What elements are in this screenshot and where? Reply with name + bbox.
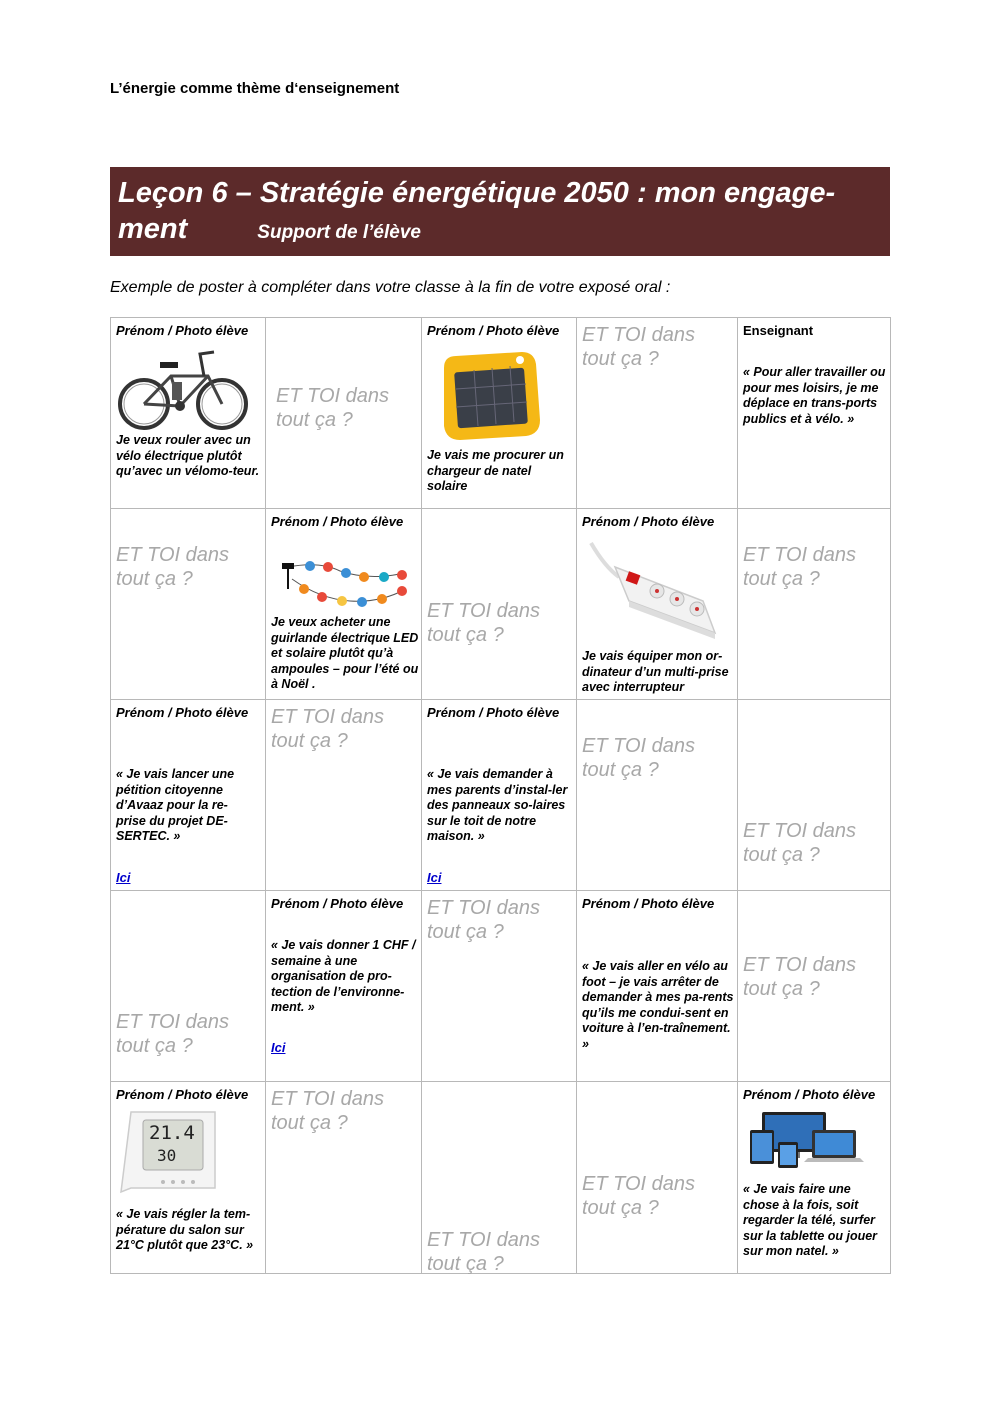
- grid-cell: [111, 891, 266, 1082]
- led-garland-icon: [280, 559, 410, 611]
- grid-cell: [422, 1082, 577, 1274]
- table-row: [111, 1082, 891, 1274]
- et-toi-prompt: ET TOI dans tout ça ?: [582, 1173, 696, 1219]
- grid-cell: [266, 891, 422, 1082]
- cell-label: Prénom / Photo élève: [582, 896, 715, 911]
- lesson-title-end: ment: [118, 213, 188, 245]
- table-row: [111, 318, 891, 509]
- pledge-text: « Je vais régler la tem-pérature du salon sur 21°C plutôt que 23°C. »: [116, 1207, 254, 1252]
- humidity-readout: 30: [157, 1146, 177, 1165]
- pledge-text: Je veux acheter une guirlande électrique LED et solaire plutôt qu’à ampoules – pour l’été ou à Noël .: [271, 615, 419, 691]
- grid-cell: [577, 318, 738, 509]
- et-toi-prompt: ET TOI dans tout ça ?: [427, 600, 541, 646]
- et-toi-prompt: ET TOI dans tout ça ?: [743, 954, 857, 1000]
- teacher-label: Enseignant: [743, 323, 814, 338]
- grid-cell: [422, 318, 577, 509]
- cell-label: Prénom / Photo élève: [582, 514, 715, 529]
- et-toi-prompt: ET TOI dans tout ça ?: [276, 385, 390, 431]
- solar-charger-icon: [434, 348, 546, 444]
- grid-cell: [266, 700, 422, 891]
- cell-label: Prénom / Photo élève: [116, 705, 249, 720]
- grid-cell: [577, 1082, 738, 1274]
- cell-label: Prénom / Photo élève: [427, 323, 560, 338]
- cell-label: Prénom / Photo élève: [271, 514, 404, 529]
- pledge-text: « Je vais demander à mes parents d’instal-ler des panneaux so-laires sur le toit de notre maison. »: [427, 767, 568, 843]
- et-toi-prompt: ET TOI dans tout ça ?: [427, 897, 541, 943]
- ici-link[interactable]: Ici: [427, 870, 442, 885]
- cell-label: Prénom / Photo élève: [271, 896, 404, 911]
- e-bike-icon: [116, 346, 251, 430]
- poster-grid: [110, 317, 891, 1274]
- table-row: [111, 891, 891, 1082]
- grid-cell: [738, 318, 891, 509]
- grid-cell: [422, 891, 577, 1082]
- table-row: [111, 700, 891, 891]
- ici-link[interactable]: Ici: [116, 870, 131, 885]
- grid-cell: [422, 509, 577, 700]
- cell-label: Prénom / Photo élève: [427, 705, 560, 720]
- et-toi-prompt: ET TOI dans tout ça ?: [271, 1088, 385, 1134]
- grid-cell: [111, 318, 266, 509]
- pledge-text: Je vais me procurer un chargeur de natel solaire: [427, 448, 564, 493]
- ici-link[interactable]: Ici: [271, 1040, 286, 1055]
- grid-cell: [577, 891, 738, 1082]
- et-toi-prompt: ET TOI dans tout ça ?: [582, 735, 696, 781]
- pledge-text: « Je vais donner 1 CHF / semaine à une organisation de pro-tection de l’environne-ment. »: [271, 938, 416, 1014]
- et-toi-prompt: ET TOI dans tout ça ?: [582, 324, 696, 370]
- pledge-text: Je veux rouler avec un vélo électrique plutôt qu’avec un vélomo-teur.: [116, 433, 260, 478]
- grid-cell: [111, 1082, 266, 1274]
- lesson-title: Leçon 6 – Stratégie énergétique 2050 : mon engage-: [118, 177, 836, 209]
- grid-cell: [738, 891, 891, 1082]
- grid-cell: [266, 1082, 422, 1274]
- grid-cell: [266, 509, 422, 700]
- teacher-quote: « Pour aller travailler ou pour mes loisirs, je me déplace en trans-ports publics et à vélo. »: [743, 365, 886, 426]
- grid-cell: [738, 509, 891, 700]
- table-row: [111, 509, 891, 700]
- pledge-text: Je vais équiper mon or-dinateur d’un multi-prise avec interrupteur: [582, 649, 729, 694]
- pledge-text: « Je vais faire une chose à la fois, soit regarder la télé, surfer sur la tablette ou jouer sur mon natel. »: [743, 1182, 878, 1258]
- document-header: L’énergie comme thème d‘enseignement: [110, 80, 400, 97]
- et-toi-prompt: ET TOI dans tout ça ?: [116, 544, 230, 590]
- devices-icon: [748, 1110, 866, 1170]
- grid-cell: [266, 318, 422, 509]
- grid-cell: [422, 700, 577, 891]
- temp-readout: 21.4: [149, 1122, 195, 1144]
- cell-label: Prénom / Photo élève: [116, 1087, 249, 1102]
- grid-cell: [111, 509, 266, 700]
- pledge-text: « Je vais aller en vélo au foot – je vais arrêter de demander à mes pa-rents qu’ils me condui-sent en voiture à l’en-traînement. »: [582, 959, 734, 1051]
- grid-cell: [577, 509, 738, 700]
- grid-cell: [111, 700, 266, 891]
- et-toi-prompt: ET TOI dans tout ça ?: [116, 1011, 230, 1057]
- grid-cell: [577, 700, 738, 891]
- cell-label: Prénom / Photo élève: [116, 323, 249, 338]
- et-toi-prompt: ET TOI dans tout ça ?: [743, 544, 857, 590]
- power-strip-icon: [585, 537, 725, 643]
- lesson-banner: [110, 167, 890, 256]
- grid-cell: [738, 1082, 891, 1274]
- et-toi-prompt: ET TOI dans tout ça ?: [271, 706, 385, 752]
- pledge-text: « Je vais lancer une pétition citoyenne d’Avaaz pour la re-prise du projet DE-SERTEC. »: [116, 767, 235, 843]
- grid-cell: [738, 700, 891, 891]
- lesson-subtitle: Support de l’élève: [257, 222, 421, 243]
- cell-label: Prénom / Photo élève: [743, 1087, 876, 1102]
- intro-text: Exemple de poster à compléter dans votre classe à la fin de votre exposé oral :: [110, 279, 671, 296]
- thermometer-icon: [119, 1108, 219, 1196]
- et-toi-prompt: ET TOI dans tout ça ?: [427, 1229, 541, 1275]
- et-toi-prompt: ET TOI dans tout ça ?: [743, 820, 857, 866]
